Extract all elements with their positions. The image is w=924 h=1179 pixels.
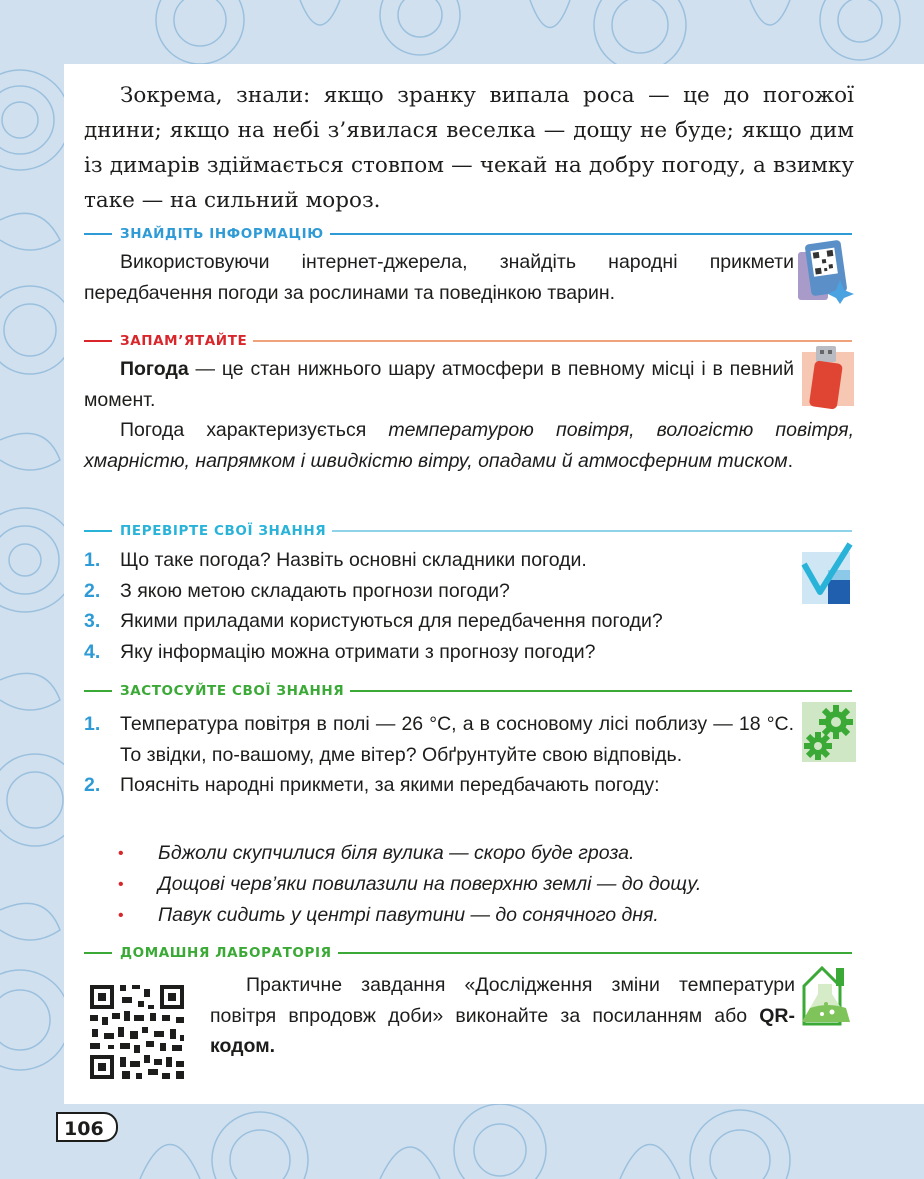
item-number: 2.	[84, 774, 101, 796]
section-header-check-knowledge	[84, 523, 852, 539]
section-header-home-lab	[84, 945, 852, 961]
item-text: Що таке погода? Назвіть основні складники погоди.	[120, 549, 587, 571]
list-item	[84, 545, 794, 576]
item-text: З якою метою складають прогнози погоди?	[120, 579, 510, 602]
section-title: ДОМАШНЯ ЛАБОРАТОРІЯ	[120, 945, 332, 961]
header-rule-right	[350, 690, 852, 692]
item-number: 1.	[84, 549, 101, 571]
check-questions-list	[84, 545, 794, 667]
header-rule-left	[84, 690, 112, 692]
item-text: Яку інформацію можна отримати з прогнозу погоди?	[120, 640, 596, 663]
term-weather: Погода	[120, 358, 189, 380]
list-item	[84, 576, 794, 607]
item-number: 2.	[84, 579, 101, 602]
characteristics-end: .	[787, 449, 794, 472]
item-text: Поясніть народні прикмети, за якими передбачають погоду:	[120, 774, 660, 796]
list-item	[84, 637, 794, 668]
list-item	[118, 869, 818, 900]
item-number: 4.	[84, 640, 101, 663]
checkmark-icon	[800, 542, 854, 606]
apply-tasks-list	[84, 709, 794, 801]
item-text: Якими приладами користуються для передбачення погоди?	[120, 610, 663, 632]
list-item	[118, 838, 818, 869]
section-title: ЗАПАМ’ЯТАЙТЕ	[120, 333, 248, 349]
characteristics-intro: Погода характеризується	[120, 419, 389, 441]
tablet-qr-icon	[796, 240, 856, 304]
home-lab-text	[210, 970, 795, 1062]
page-number: 106	[56, 1112, 118, 1142]
section-header-apply-knowledge	[84, 683, 852, 699]
section-title: ЗАСТОСУЙТЕ СВОЇ ЗНАННЯ	[120, 683, 345, 699]
weather-characteristics	[84, 415, 854, 476]
bullet-dot: •	[118, 876, 124, 893]
section-header-remember	[84, 333, 852, 349]
intro-paragraph: Зокрема, знали: якщо зранку випала роса — це до погожої днини; якщо на небі з’явилася веселка — дощу не буде; якщо дим із димарів здіймається стовпом — чекай на добру погоду, а взимку таке — на сильний мороз.	[84, 83, 854, 213]
header-rule-right	[332, 530, 852, 532]
header-rule-right	[338, 952, 852, 954]
list-item	[84, 709, 794, 770]
section-title: ЗНАЙДІТЬ ІНФОРМАЦІЮ	[120, 226, 324, 242]
gears-icon	[802, 702, 856, 762]
header-rule-left	[84, 530, 112, 532]
find-info-text: Використовуючи інтернет-джерела, знайдіть народні прикмети передбачення погоди за рослинами та поведінкою тварин.	[84, 251, 794, 304]
bullet-dot: •	[118, 845, 124, 862]
item-number: 3.	[84, 610, 101, 632]
characteristics-list: температурою повітря, вологістю повітря, хмарністю, напрямком і швидкістю вітру, опадами й атмосферним тиском	[84, 419, 855, 472]
qr-link-text[interactable]: QR-кодом.	[210, 1004, 795, 1057]
header-rule-right	[253, 340, 852, 342]
section-title: ПЕРЕВІРТЕ СВОЇ ЗНАННЯ	[120, 523, 327, 539]
item-text: Бджоли скупчилися біля вулика — скоро буде гроза.	[158, 842, 635, 864]
list-item	[84, 770, 794, 801]
list-item	[84, 606, 794, 637]
item-text: Павук сидить у центрі павутини — до сонячного дня.	[158, 904, 659, 926]
lab-flask-icon	[802, 964, 856, 1026]
lab-task-text: Практичне завдання «Дослідження зміни температури повітря впродовж доби» виконайте за посиланням або	[210, 974, 795, 1027]
list-item	[118, 900, 818, 931]
item-text: Температура повітря в полі — 26 °C, а в сосновому лісі поблизу — 18 °C. То звідки, по-вашому, дме вітер? Обґрунтуйте свою відповідь.	[120, 713, 794, 766]
header-rule-right	[330, 233, 852, 235]
weather-definition	[84, 354, 794, 415]
header-rule-left	[84, 952, 112, 954]
definition-text: — це стан нижнього шару атмосфери в певному місці і в певний момент.	[84, 358, 794, 411]
usb-flash-drive-icon	[800, 346, 856, 412]
header-rule-left	[84, 340, 112, 342]
section-header-find-info	[84, 226, 852, 242]
item-text: Дощові черв’яки повилазили на поверхню землі — до дощу.	[158, 873, 702, 895]
qr-code[interactable]	[82, 977, 192, 1087]
item-number: 1.	[84, 713, 101, 735]
bullet-dot: •	[118, 907, 124, 924]
folk-signs-list	[118, 838, 818, 931]
header-rule-left	[84, 233, 112, 235]
